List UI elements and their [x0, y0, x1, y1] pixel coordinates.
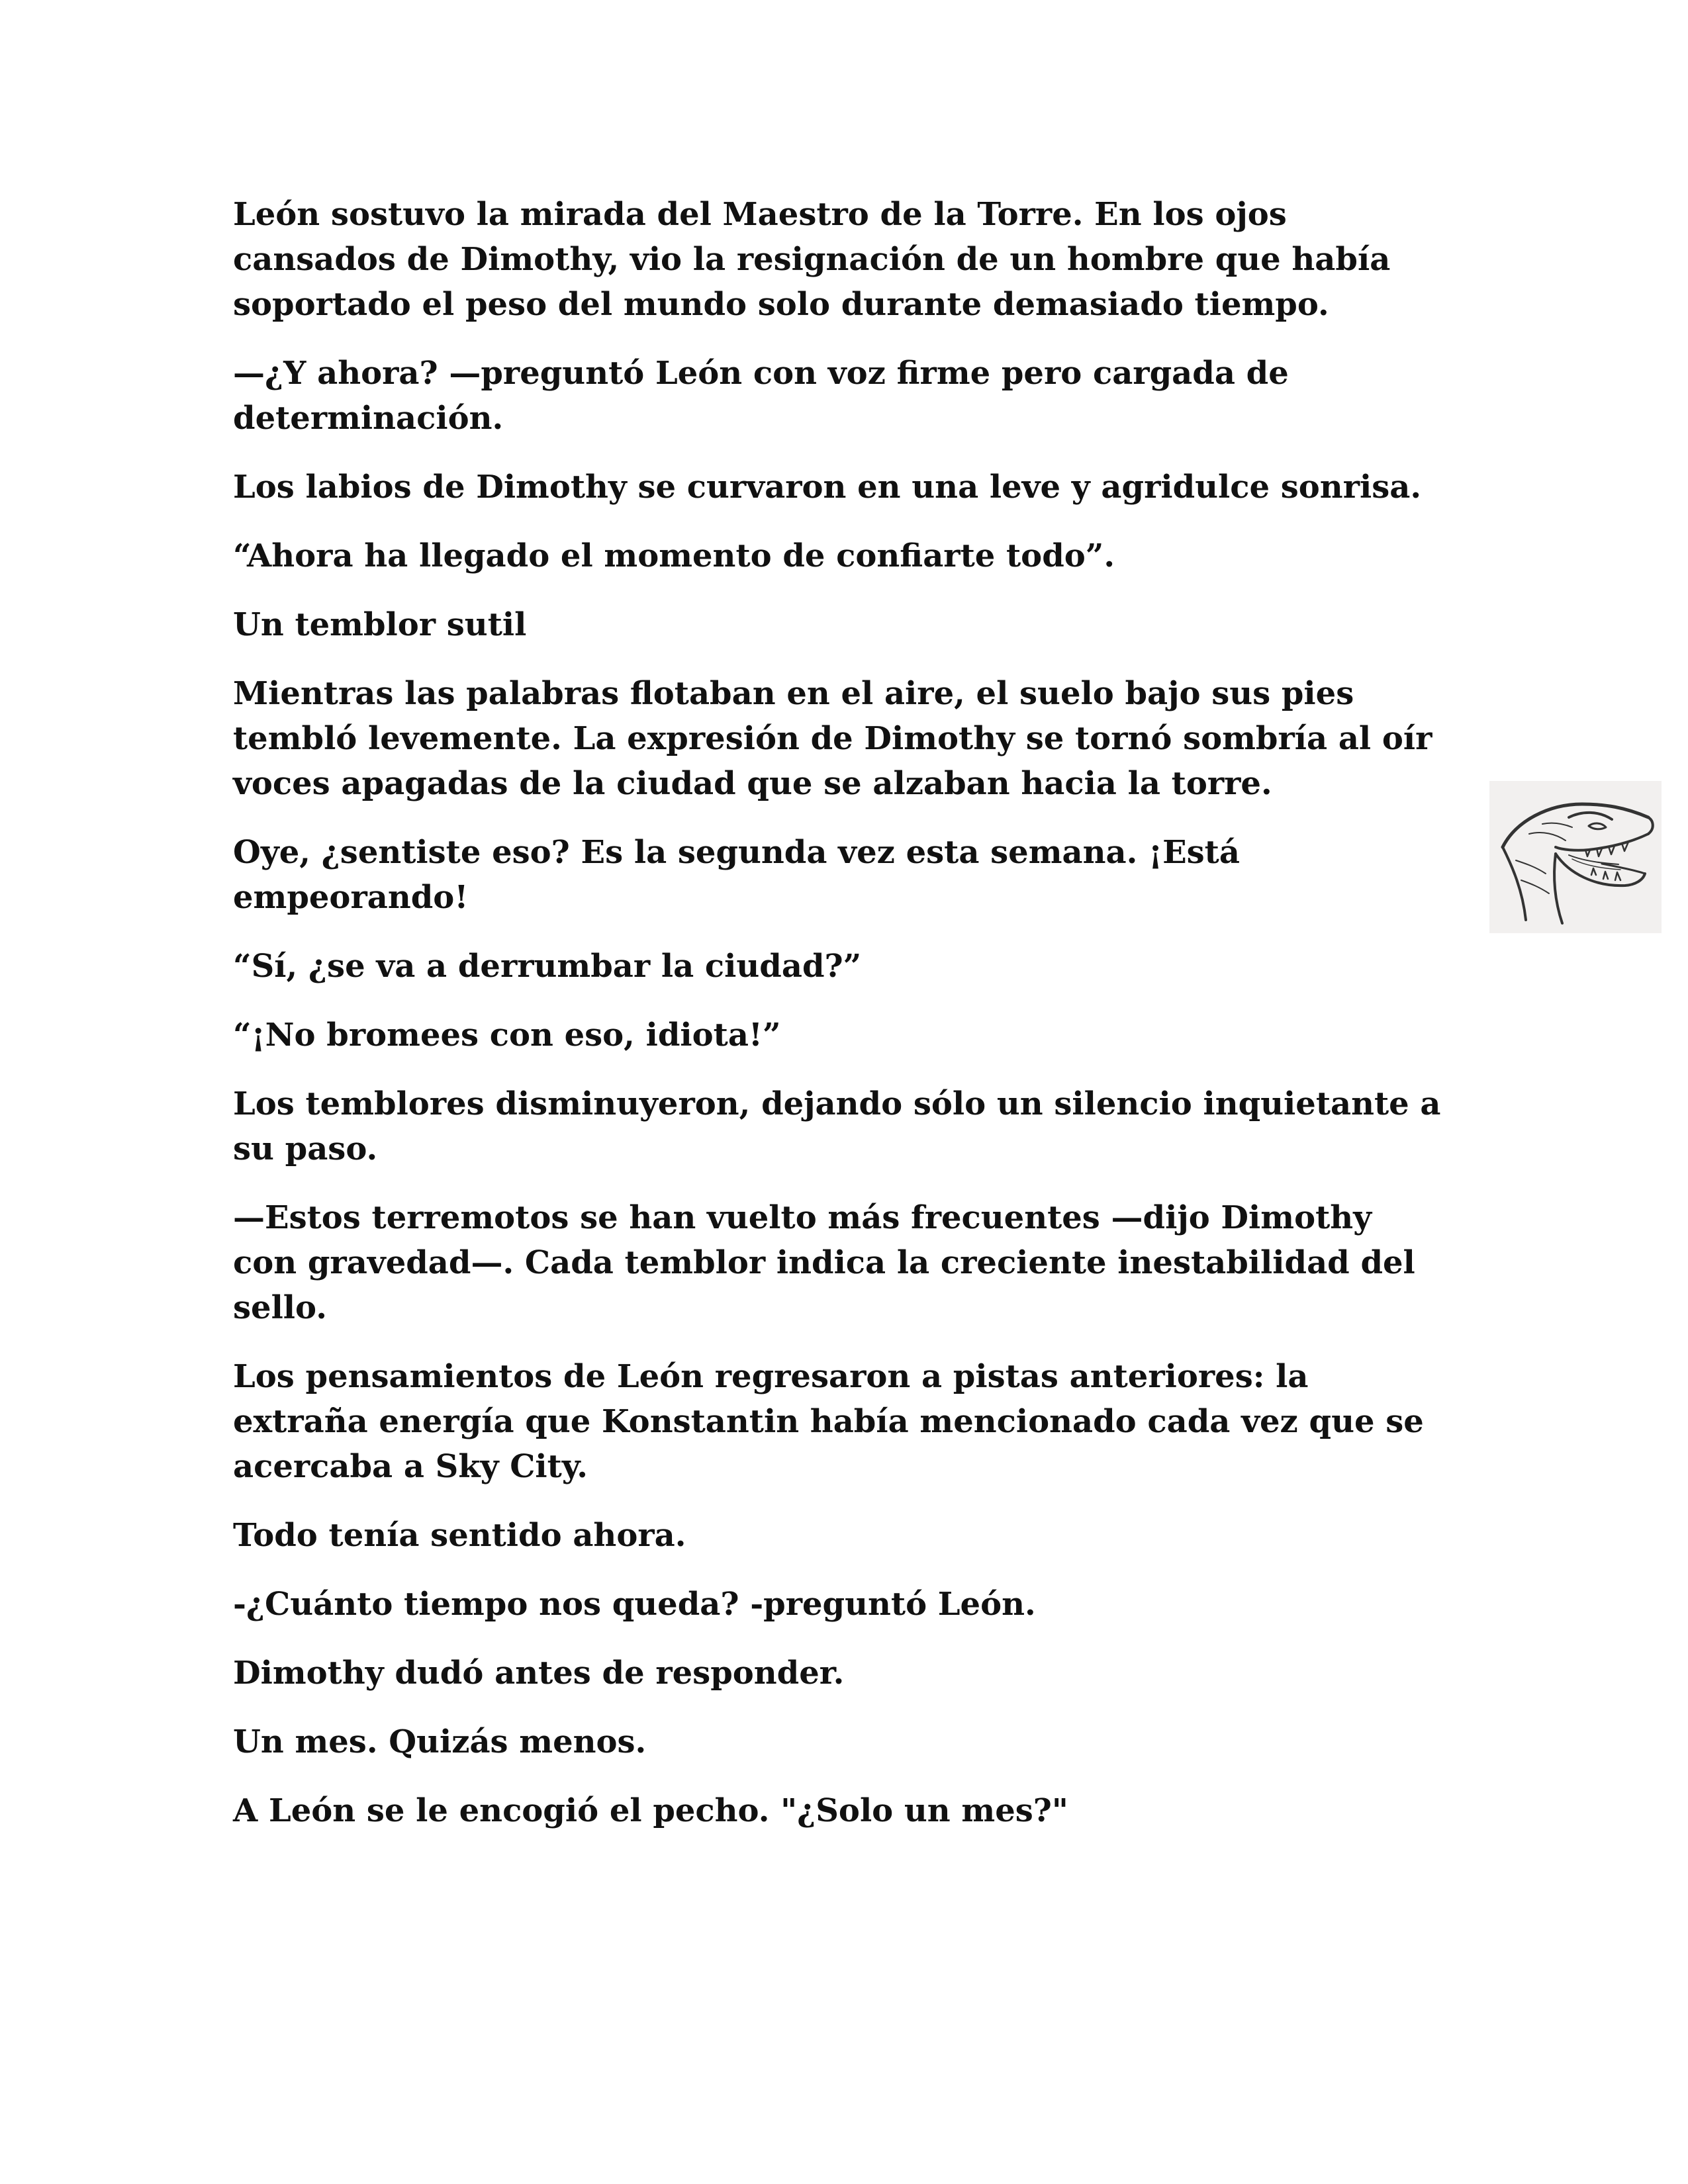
paragraph-7: Oye, ¿sentiste eso? Es la segunda vez esta semana. ¡Está empeorando! [233, 834, 1240, 916]
section-heading: Un temblor sutil [233, 606, 527, 643]
paragraph-2: —¿Y ahora? —preguntó León con voz firme pero cargada de determinación. [233, 355, 1289, 437]
paragraph-3: Los labios de Dimothy se curvaron en una leve y agridulce sonrisa. [233, 469, 1422, 506]
paragraph-1: León sostuvo la mirada del Maestro de la Torre. En los ojos cansados de Dimothy, vio la resignación de un hombre que había soportado el peso del mundo solo durante demasiado tiempo. [233, 196, 1391, 323]
paragraph-13: Todo tenía sentido ahora. [233, 1517, 686, 1554]
paragraph-6: Mientras las palabras flotaban en el aire, el suelo bajo sus pies tembló levemente. La expresión de Dimothy se tornó sombría al oír voces apagadas de la ciudad que se alzaban hacia la torre. [233, 675, 1432, 802]
paragraph-16: Un mes. Quizás menos. [233, 1723, 647, 1760]
paragraph-10: Los temblores disminuyeron, dejando sólo un silencio inquietante a su paso. [233, 1085, 1441, 1167]
paragraph-8: “Sí, ¿se va a derrumbar la ciudad?” [233, 948, 862, 985]
paragraph-14: -¿Cuánto tiempo nos queda? -preguntó León. [233, 1586, 1036, 1623]
paragraph-9: “¡No bromees con eso, idiota!” [233, 1017, 781, 1054]
dinosaur-head-sketch-icon [1489, 781, 1662, 933]
paragraph-15: Dimothy dudó antes de responder. [233, 1655, 845, 1692]
body-text [233, 192, 1444, 1857]
paragraph-17: A León se le encogió el pecho. "¿Solo un mes?" [233, 1792, 1068, 1829]
paragraph-4: “Ahora ha llegado el momento de confiarte todo”. [233, 537, 1115, 574]
paragraph-12: Los pensamientos de León regresaron a pistas anteriores: la extraña energía que Konstantin había mencionado cada vez que se acercaba a Sky City. [233, 1358, 1424, 1485]
paragraph-11: —Estos terremotos se han vuelto más frecuentes —dijo Dimothy con gravedad—. Cada temblor indica la creciente inestabilidad del sello. [233, 1199, 1415, 1326]
